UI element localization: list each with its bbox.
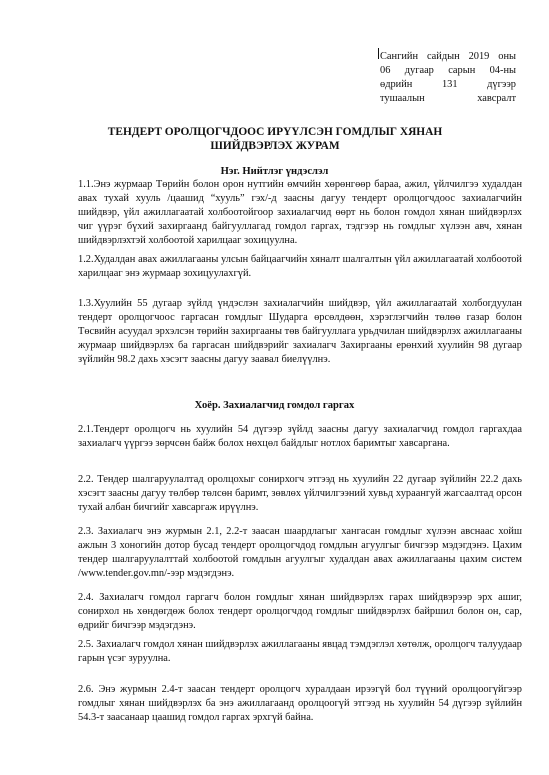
paragraph-2-5: 2.5. Захиалагч гомдол хянан шийдвэрлэх ажиллагааны явцад тэмдэглэл хөтөлж, оролцогч талуудаар гарын үсэг зуруулна. <box>78 639 522 665</box>
paragraph-2-3: 2.3. Захиалагч энэ журмын 2.1, 2.2-т заасан шаардлагыг хангасан гомдлыг хүлээн авснаас хойш ажлын 3 хоногийн дотор бусад тендерт оролцогчдод гомдлын агуулгыг бичгээр мэдэгдэнэ. Цахим тендер шалгаруулалттай холбоотой гомдлын агуулгыг худалдан авах ажиллагааны цахим систем /www.tender.gov.mn/-ээр мэдэгдэнэ. <box>78 526 522 580</box>
section-heading: Нэг. Нийтлэг үндэслэл <box>220 166 329 177</box>
paragraph-1-1: 1.1.Энэ журмаар Төрийн болон орон нутгийн өмчийн хөрөнгөөр бараа, ажил, үйлчилгээ худалдан авах тухай хууль /цаашид “хууль” гэх/-д заасны дагуу тендерт оролцогчдоос захиалагчийн шийдвэр, үйл ажиллагаатай холбоотойгоор захиалагчид өөрт нь болон гомдол хянан шийдвэрлэх чиг үүрэг бүхий захиргаанд байгууллагад гомдол гаргах, тэдгээр нь гомдлыг хүлээн авч, хянан шийдвэрлэхтэй холбоотой харилцааг зохицуулна. <box>78 179 522 247</box>
paragraph-1-2: 1.2.Худалдан авах ажиллагааны улсын байцаагчийн хяналт шалгалтын үйл ажиллагаатай холбоотой харилцааг энэ журмаар зохицуулахгүй. <box>78 254 522 280</box>
approval-line: тушаалын хавсралт <box>380 93 516 104</box>
paragraph-2-2: 2.2. Тендер шалгаруулалтад оролцохыг сонирхогч этгээд нь хуулийн 22 дугаар зүйлийн 22.2 дахь хэсэгт заасны дагуу төлбөр төлсөн баримт, зөвлөх үйлчилгээний хувьд хураангуй жагсаалтад орсон тухай албан бичгийг хавсаргаж ирүүлнэ. <box>78 474 522 514</box>
approval-line: өдрийн 131 дүгээр <box>380 79 516 90</box>
document-title <box>60 125 490 153</box>
title-line: ТЕНДЕРТ ОРОЛЦОГЧДООС ИРҮҮЛСЭН ГОМДЛЫГ ХЯНАН <box>107 126 443 138</box>
paragraph-2-1: 2.1.Тендерт оролцогч нь хуулийн 54 дүгээр зүйлд заасны дагуу захиалагчид гомдол гаргахдаа захиалагч үүргээ зөрчсөн байж болох нөхцөл байдлыг нотлох баримтыг хавсаргана. <box>78 424 522 450</box>
section-heading: Хоёр. Захиалагчид гомдол гаргах <box>194 400 355 411</box>
paragraph-1-3: 1.3.Хуулийн 55 дугаар зүйлд үндэслэн захиалагчийн шийдвэр, үйл ажиллагаатай холбогдуулан тендерт оролцогчоос гаргасан гомдлыг Шударга өрсөлдөөн, хэрэглэгчийн төлөө газар болон Төсвийн асуудал эрхэлсэн төрийн захиргааны төв байгууллага урьдчилан шийдвэрлэх ажиллагааны журмаар шийдвэрлэх ба гаргасан шийдвэрийг захиалагч Захиргааны ерөнхий хуулийн 98 дугаар зүйлийн 98.2 дахь хэсэгт заасны дагуу заавал биелүүлнэ. <box>78 298 522 366</box>
approval-line: Сангийн сайдын 2019 оны <box>380 51 516 62</box>
title-line: ШИЙДВЭРЛЭХ ЖУРАМ <box>210 140 340 152</box>
approval-note <box>380 50 516 106</box>
approval-line: 06 дугаар сарын 04-ны <box>380 65 516 76</box>
text-cursor <box>378 48 379 59</box>
paragraph-2-6: 2.6. Энэ журмын 2.4-т заасан тендерт оролцогч хуралдаан ирээгүй бол түүний оролцоогүйгээр гомдлыг хянан шийдвэрлэх ба энэ ажиллагаанд оролцоогүй этгээд нь хуулийн 54 дүгээр зүйлийн 54.3-т заасанаар цаашид гомдол гаргах эрхгүй байна. <box>78 684 522 724</box>
paragraph-2-4: 2.4. Захиалагч гомдол гаргагч болон гомдлыг хянан шийдвэрлэх гарах шийдвэрээр эрх ашиг, сонирхол нь хөндөгдөж болох тендерт оролцогчдод гомдлыг шийдвэрлэх байршил болон он, сар, өдрийг бичгээр мэдэгдэнэ. <box>78 592 522 632</box>
